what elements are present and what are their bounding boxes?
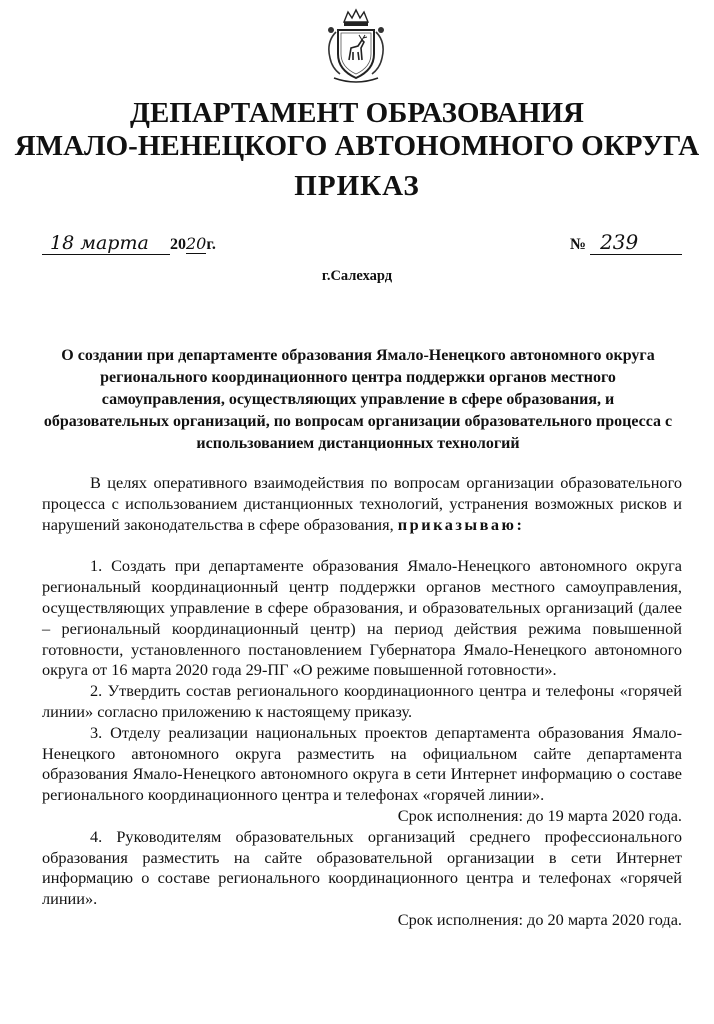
number-handwritten: 239 [590,230,682,255]
item-4: 4. Руководителям образовательных организаций среднего профессионального образования разместить на сайте образовательной организации в сети Интернет информацию о составе регионального координационного центра и телефонах «горячей линии». [42,826,682,909]
department-title-line1: ДЕПАРТАМЕНТ ОБРАЗОВАНИЯ [130,97,584,129]
department-title-line2: ЯМАЛО-НЕНЕЦКОГО АВТОНОМНОГО ОКРУГА [14,130,700,162]
city: г.Салехард [321,268,393,284]
item-1: 1. Создать при департаменте образования Ямало-Ненецкого автономного округа региональный координационный центр поддержки органов местного самоуправления, осуществляющих управление в сфере образования, и образовательных организаций (далее – региональный координационный центр) на период действия режима повышенной готовности, установленного постановлением Губернатора Ямало-Ненецкого автономного округа от 16 марта 2020 года 29-ПГ «О режиме повышенной готовности». [42,556,682,680]
order-number [570,230,682,255]
order-body [42,473,682,931]
preamble-text: В целях оперативного взаимодействия по вопросам организации образовательного процесса с использованием дистанционных технологий, устранения возможных рисков и нарушений законодательства в сфере образования, [42,473,682,534]
preamble-paragraph [42,473,682,535]
order-date [42,232,216,255]
year-suffix: г. [206,236,216,253]
number-label: № [570,236,587,253]
year-prefix: 20 [170,236,186,253]
deadline-item-3: Срок исполнения: до 19 марта 2020 года. [397,805,682,825]
item-3: 3. Отделу реализации национальных проектов департамента образования Ямало-Ненецкого автономного округа разместить на официальном сайте департамента образования Ямало-Ненецкого автономного округа в сети Интернет информацию о составе регионального координационного центра и телефонах «горячей линии». [42,722,682,805]
order-subject: О создании при департаменте образования Ямало-Ненецкого автономного округа регионального координационного центра поддержки органов местного самоуправления, осуществляющих управление в сфере образования, и образовательных организаций, по вопросам организации образовательного процесса с использованием дистанционных технологий [43,347,673,452]
coat-of-arms-emblem [322,8,390,86]
order-word: приказываю: [397,514,525,534]
item-2: 2. Утвердить состав регионального координационного центра и телефоны «горячей линии» согласно приложению к настоящему приказу. [42,681,682,721]
year-handwritten: 20 [186,234,207,253]
document-type-title: ПРИКАЗ [294,170,420,202]
date-handwritten: 18 марта [42,232,170,255]
deadline-item-4: Срок исполнения: до 20 марта 2020 года. [397,909,682,929]
